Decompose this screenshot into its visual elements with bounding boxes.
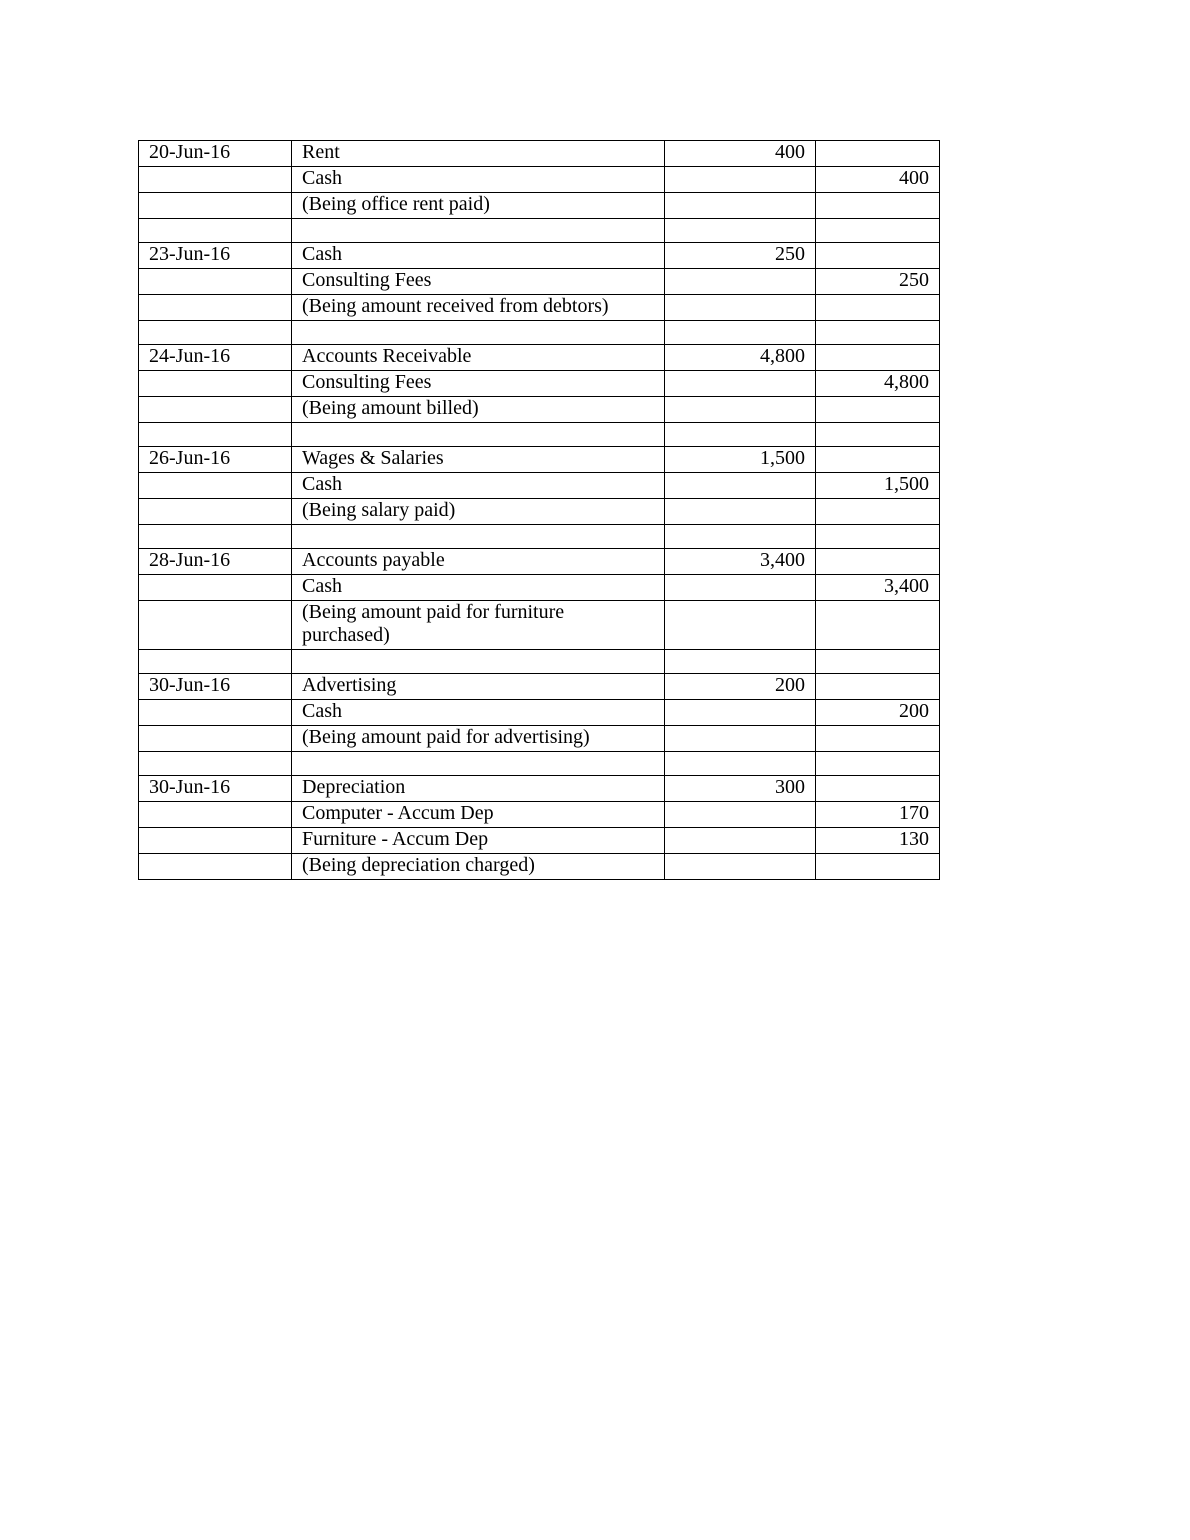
account-cell: (Being salary paid) [292,499,665,525]
date-cell [139,575,292,601]
account-cell: Cash [292,243,665,269]
journal-row [139,601,940,650]
debit-cell: 4,800 [665,345,816,371]
spacer-row [139,752,940,776]
empty-cell [139,525,292,549]
credit-cell: 4,800 [816,371,940,397]
account-cell: (Being amount received from debtors) [292,295,665,321]
debit-cell: 300 [665,776,816,802]
journal-row [139,345,940,371]
spacer-row [139,219,940,243]
spacer-row [139,525,940,549]
debit-cell [665,269,816,295]
empty-cell [139,650,292,674]
date-cell [139,499,292,525]
debit-cell [665,854,816,880]
debit-cell [665,499,816,525]
debit-cell [665,371,816,397]
empty-cell [665,423,816,447]
account-cell: Accounts Receivable [292,345,665,371]
empty-cell [816,423,940,447]
account-cell: (Being amount billed) [292,397,665,423]
debit-cell [665,726,816,752]
empty-cell [665,525,816,549]
credit-cell [816,243,940,269]
credit-cell [816,854,940,880]
date-cell [139,371,292,397]
journal-row [139,269,940,295]
date-cell: 26-Jun-16 [139,447,292,473]
credit-cell: 200 [816,700,940,726]
debit-cell [665,700,816,726]
debit-cell [665,167,816,193]
account-cell: Cash [292,700,665,726]
credit-cell [816,141,940,167]
date-cell [139,473,292,499]
empty-cell [139,752,292,776]
account-cell: (Being depreciation charged) [292,854,665,880]
date-cell: 30-Jun-16 [139,776,292,802]
credit-cell: 1,500 [816,473,940,499]
debit-cell [665,295,816,321]
debit-cell: 1,500 [665,447,816,473]
empty-cell [292,321,665,345]
account-cell: Furniture - Accum Dep [292,828,665,854]
account-cell: (Being office rent paid) [292,193,665,219]
credit-cell [816,295,940,321]
date-cell: 28-Jun-16 [139,549,292,575]
account-cell: Depreciation [292,776,665,802]
credit-cell: 250 [816,269,940,295]
journal-row [139,854,940,880]
debit-cell [665,802,816,828]
debit-cell [665,828,816,854]
journal-row [139,674,940,700]
journal-table [138,140,940,880]
journal-row [139,549,940,575]
date-cell [139,397,292,423]
account-cell: Consulting Fees [292,371,665,397]
empty-cell [816,321,940,345]
credit-cell [816,726,940,752]
date-cell [139,167,292,193]
debit-cell [665,473,816,499]
credit-cell [816,447,940,473]
empty-cell [292,752,665,776]
account-cell: Cash [292,167,665,193]
spacer-row [139,321,940,345]
date-cell [139,295,292,321]
journal-row [139,802,940,828]
account-cell: Accounts payable [292,549,665,575]
credit-cell [816,345,940,371]
empty-cell [292,423,665,447]
account-cell: Rent [292,141,665,167]
date-cell [139,700,292,726]
journal-row [139,726,940,752]
credit-cell [816,397,940,423]
account-cell: (Being amount paid for advertising) [292,726,665,752]
debit-cell: 200 [665,674,816,700]
credit-cell [816,674,940,700]
date-cell [139,726,292,752]
empty-cell [816,650,940,674]
account-cell: Consulting Fees [292,269,665,295]
journal-row [139,700,940,726]
debit-cell [665,397,816,423]
journal-row [139,473,940,499]
account-cell: (Being amount paid for furniture purchased) [292,601,665,650]
empty-cell [292,650,665,674]
debit-cell: 250 [665,243,816,269]
journal-row [139,141,940,167]
credit-cell: 170 [816,802,940,828]
journal-row [139,776,940,802]
debit-cell [665,601,816,650]
date-cell: 20-Jun-16 [139,141,292,167]
empty-cell [292,525,665,549]
date-cell [139,854,292,880]
empty-cell [139,423,292,447]
credit-cell [816,193,940,219]
date-cell [139,601,292,650]
credit-cell: 130 [816,828,940,854]
debit-cell [665,575,816,601]
journal-row [139,828,940,854]
date-cell [139,193,292,219]
debit-cell: 3,400 [665,549,816,575]
empty-cell [816,525,940,549]
empty-cell [292,219,665,243]
credit-cell [816,601,940,650]
account-cell: Advertising [292,674,665,700]
credit-cell [816,549,940,575]
empty-cell [816,752,940,776]
journal-row [139,499,940,525]
empty-cell [665,752,816,776]
debit-cell [665,193,816,219]
journal-row [139,243,940,269]
debit-cell: 400 [665,141,816,167]
date-cell: 23-Jun-16 [139,243,292,269]
date-cell: 24-Jun-16 [139,345,292,371]
account-cell: Cash [292,575,665,601]
journal-row [139,193,940,219]
spacer-row [139,650,940,674]
empty-cell [665,219,816,243]
empty-cell [816,219,940,243]
journal-row [139,447,940,473]
date-cell [139,269,292,295]
journal-row [139,167,940,193]
credit-cell: 3,400 [816,575,940,601]
date-cell [139,828,292,854]
empty-cell [665,650,816,674]
empty-cell [139,219,292,243]
date-cell: 30-Jun-16 [139,674,292,700]
account-cell: Wages & Salaries [292,447,665,473]
journal-row [139,371,940,397]
credit-cell [816,776,940,802]
credit-cell: 400 [816,167,940,193]
empty-cell [139,321,292,345]
journal-row [139,397,940,423]
account-cell: Cash [292,473,665,499]
empty-cell [665,321,816,345]
spacer-row [139,423,940,447]
credit-cell [816,499,940,525]
account-cell: Computer - Accum Dep [292,802,665,828]
date-cell [139,802,292,828]
journal-row [139,295,940,321]
journal-row [139,575,940,601]
